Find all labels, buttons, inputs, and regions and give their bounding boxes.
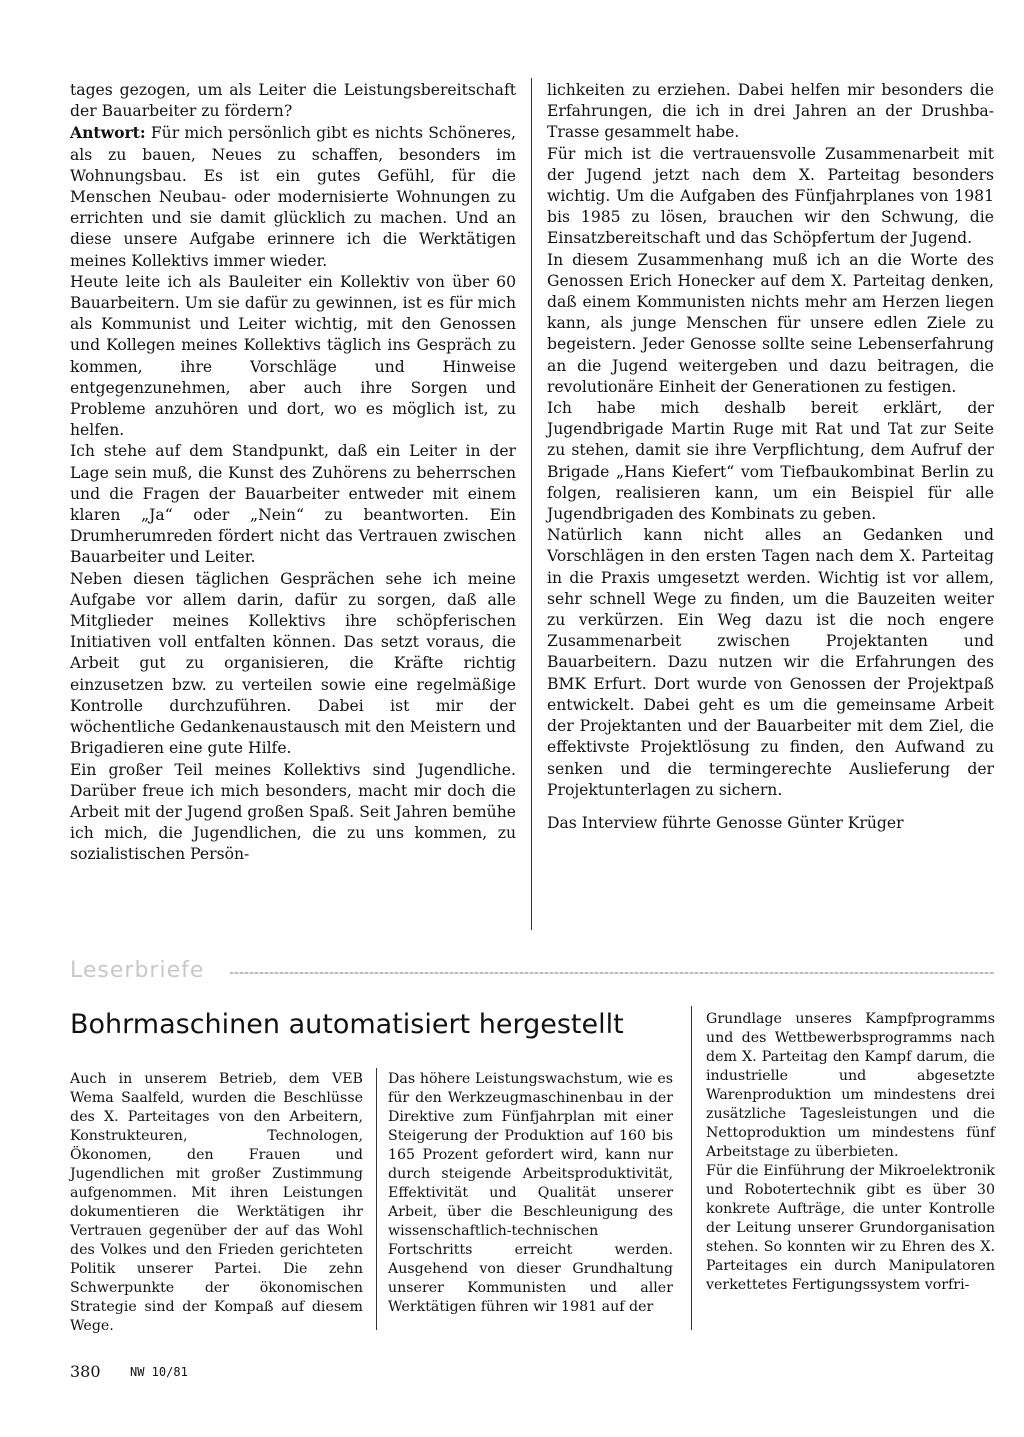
paragraph: Neben diesen täglichen Gesprächen sehe ich meine Aufgabe vor allem darin, dafür zu sorgen, daß alle Mitglieder meines Kollektivs ihre schöpferischen Initiativen voll entfalten können. Das setzt voraus, die Arbeit gut zu organisieren, die Kräfte richtig einzusetzen bzw. zu verteilen sowie eine regelmäßige Kontrolle durchzuführen. Dabei ist mir der wöchentliche Gedankenaustausch mit den Meistern und Brigadieren eine gute Hilfe. [70, 569, 516, 758]
paragraph: tages gezogen, um als Leiter die Leistungsbereitschaft der Bauarbeiter zu fördern? [70, 81, 516, 121]
interview-column-right [547, 80, 994, 834]
answer-label: Antwort: [70, 123, 146, 143]
column-divider [531, 78, 532, 930]
answer-paragraph [70, 122, 516, 271]
paragraph: Für mich ist die vertrauensvolle Zusammenarbeit mit der Jugend jetzt nach dem X. Parteitag besonders wichtig. Um die Aufgaben des Fünfjahrplanes von 1981 bis 1985 zu lösen, brauchen wir den Schwung, die Einsatzbereitschaft und das Schöpfertum der Jugend. [547, 144, 994, 248]
section-rule [230, 972, 995, 974]
paragraph: Ich habe mich deshalb bereit erklärt, der Jugendbrigade Martin Ruge mit Rat und Tat zur Seite zu stehen, damit sie ihre Verpflichtung, dem Aufruf der Brigade „Hans Kiefert“ vom Tiefbaukombinat Berlin zu folgen, realisieren kann, um ein Beispiel für alle Jugendbrigaden des Kombinats zu geben. [547, 399, 994, 524]
paragraph: Ein großer Teil meines Kollektivs sind Jugendliche. Darüber freue ich mich besonders, macht mir doch die Arbeit mit der Jugend großen Spaß. Seit Jahren bemühe ich mich, die Jugendlichen, die zu uns kommen, zu sozialistischen Persön- [70, 760, 516, 864]
paragraph: Grundlage unseres Kampfprogramms und des Wettbewerbsprogramms nach dem X. Parteitag den Kampf darum, die industrielle und abgesetzte Warenproduktion um mindestens drei zusätzliche Tagesleistungen und die Nettoproduktion um mindestens fünf Arbeitstage zu überbieten. [706, 1011, 995, 1160]
letter-column-1 [70, 1070, 363, 1336]
page-number: 380 [70, 1362, 101, 1381]
letter-column-3 [706, 1010, 995, 1295]
interview-column-left [70, 80, 516, 866]
section-header [70, 958, 995, 984]
interview-signoff: Das Interview führte Genosse Günter Krüger [547, 813, 904, 832]
paragraph: Das höhere Leistungswachstum, wie es für den Werkzeugmaschinenbau in der Direktive zum Fünfjahrplan mit einer Steigerung der Produktion auf 160 bis 165 Prozent gefordert wird, kann nur durch steigende Arbeitsproduktivität, Effektivität und Qualität unserer Arbeit, über die Beschleunigung des wissenschaftlich-technischen Fortschritts erreicht werden. Ausgehend von dieser Grundhaltung unserer Kommunisten und aller Werktätigen führen wir 1981 auf der [388, 1071, 673, 1315]
section-label: Leserbriefe [70, 958, 205, 983]
column-divider [376, 1068, 377, 1330]
column-divider [691, 1006, 692, 1330]
paragraph: Ich stehe auf dem Standpunkt, daß ein Leiter in der Lage sein muß, die Kunst des Zuhörens zu beherrschen und die Fragen der Bauarbeiter entweder mit einem klaren „Ja“ oder „Nein“ zu beantworten. Ein Drumherumreden fördert nicht das Vertrauen zwischen Bauarbeiter und Leiter. [70, 442, 516, 567]
issue-label: NW 10/81 [130, 1365, 188, 1379]
answer-text: Für mich persönlich gibt es nichts Schöneres, als zu bauen, Neues zu schaffen, besonders im Wohnungsbau. Es ist ein gutes Gefühl, für die Menschen Neubau- oder modernisierte Wohnungen zu errichten und sie damit glücklich zu machen. Und an diese unsere Aufgabe erinnere ich die Werktätigen meines Kollektivs immer wieder. [70, 124, 516, 270]
paragraph: Auch in unserem Betrieb, dem VEB Wema Saalfeld, wurden die Beschlüsse des X. Parteitages von den Arbeitern, Konstrukteuren, Technologen, Ökonomen, den Frauen und Jugendlichen mit großer Zustimmung aufgenommen. Mit ihren Leistungen dokumentieren die Werktätigen ihr Vertrauen gegenüber der auf das Wohl des Volkes und den Frieden gerichteten Politik unserer Partei. Die zehn Schwerpunkte der ökonomischen Strategie sind der Kompaß auf diesem Wege. [70, 1071, 363, 1334]
letter-headline: Bohrmaschinen automatisiert hergestellt [70, 1009, 624, 1040]
paragraph: Für die Einführung der Mikroelektronik und Robotertechnik gibt es über 30 konkrete Aufträge, die unter Kontrolle der Leitung unserer Grundorganisation stehen. So konnten wir zu Ehren des X. Parteitages ein durch Manipulatoren verkettetes Fertigungssystem vorfri- [706, 1163, 995, 1293]
letter-column-2 [388, 1070, 673, 1317]
paragraph: lichkeiten zu erziehen. Dabei helfen mir besonders die Erfahrungen, die ich in drei Jahren an der Drushba-Trasse gesammelt habe. [547, 81, 994, 142]
paragraph: In diesem Zusammenhang muß ich an die Worte des Genossen Erich Honecker auf dem X. Parteitag denken, daß einem Kommunisten nichts mehr am Herzen liegen kann, als junge Menschen für unsere edlen Ziele zu begeistern. Jeder Genosse sollte seine Lebenserfahrung an die Jugend weitergeben und dazu beitragen, die revolutionäre Einheit der Generationen zu festigen. [547, 250, 994, 396]
paragraph: Heute leite ich als Bauleiter ein Kollektiv von über 60 Bauarbeitern. Um sie dafür zu gewinnen, ist es für mich als Kommunist und Leiter wichtig, mit den Genossen und Kollegen meines Kollektivs täglich ins Gespräch zu kommen, ihre Vorschläge und Hinweise entgegenzunehmen, aber auch ihre Sorgen und Probleme anzuhören und dort, wo es möglich ist, zu helfen. [70, 272, 516, 440]
paragraph: Natürlich kann nicht alles an Gedanken und Vorschlägen in den ersten Tagen nach dem X. Parteitag in die Praxis umgesetzt werden. Wichtig ist vor allem, sehr schnell Wege zu finden, um die Bauzeiten weiter zu verkürzen. Ein Weg dazu ist die noch engere Zusammenarbeit zwischen Projektanten und Bauarbeitern. Dazu nutzen wir die Erfahrungen des BMK Erfurt. Dort wurde von Genossen der Projektpaß entwickelt. Dabei geht es um die gemeinsame Arbeit der Projektanten und der Bauarbeiter mit dem Ziel, die effektivste Projektlösung zu finden, den Aufwand zu senken und die termingerechte Auslieferung der Projektunterlagen zu sichern. [547, 526, 994, 799]
